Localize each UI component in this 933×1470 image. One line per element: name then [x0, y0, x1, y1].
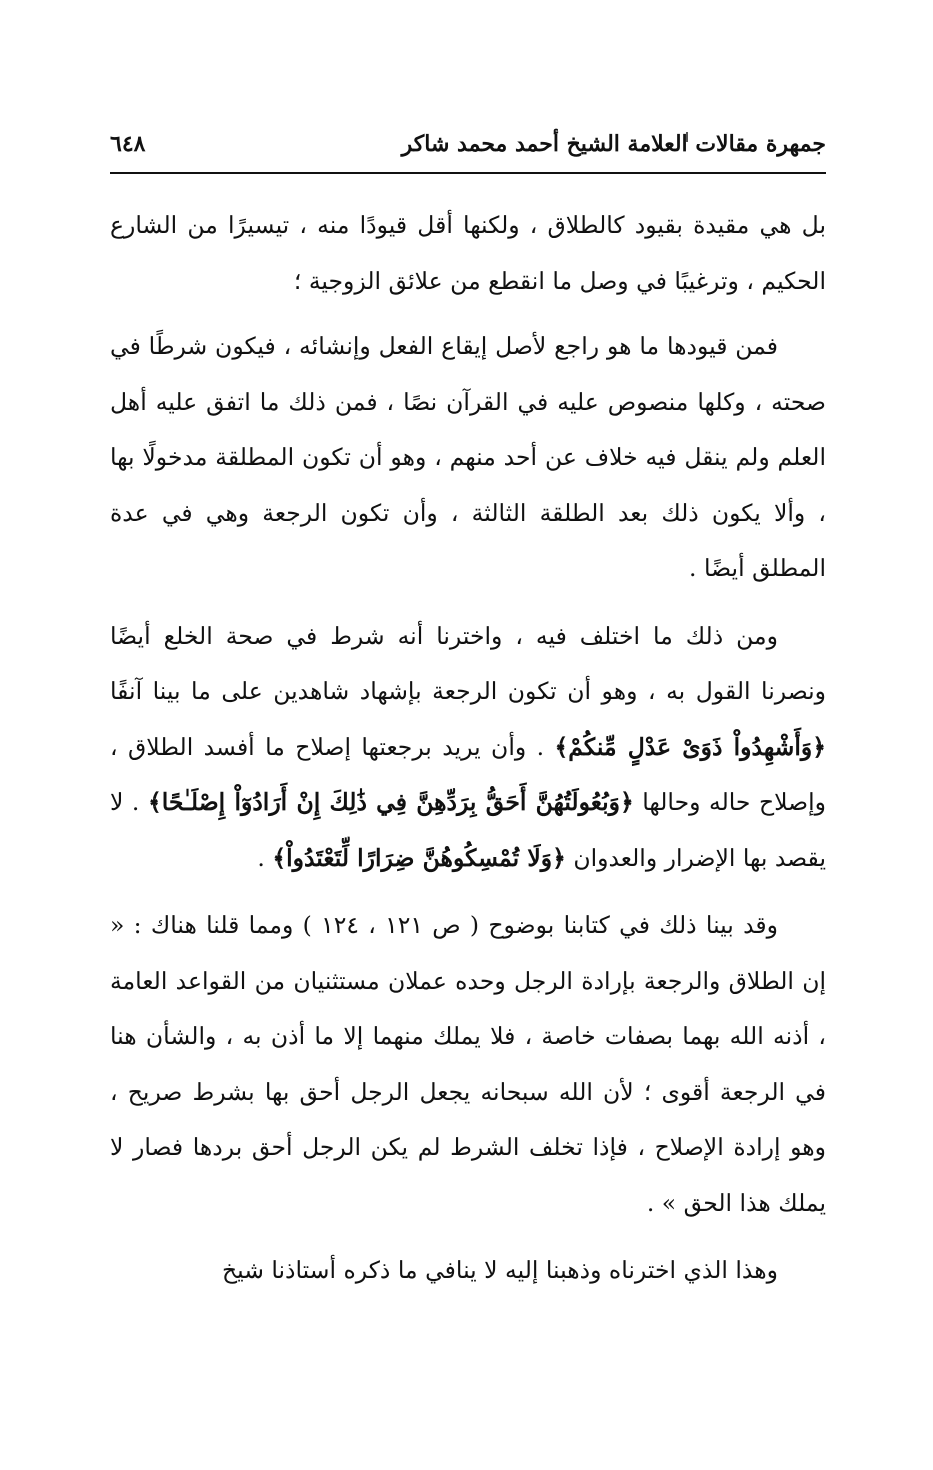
quran-verse-2: ﴿وَبُعُولَتُهُنَّ أَحَقُّ بِرَدِّهِنَّ فِي ذَٰلِكَ إِنْ أَرَادُوٓاْ إِصْلَـٰحًا﴾: [147, 788, 634, 816]
quran-verse-3: ﴿وَلَا تُمْسِكُوهُنَّ ضِرَارًا لِّتَعْتَدُواْ﴾: [272, 843, 566, 872]
body-text: [110, 198, 826, 1311]
paragraph-3: [110, 609, 826, 887]
header-rule: [110, 172, 826, 174]
paragraph-1: بل هي مقيدة بقيود كالطلاق ، ولكنها أقل قيودًا منه ، تيسيرًا من الشارع الحكيم ، وترغيبًا في وصل ما انقطع من علائق الزوجية ؛: [110, 211, 826, 295]
paragraph-3-part-4: .: [257, 843, 273, 872]
paragraph-5: وهذا الذي اخترناه وذهبنا إليه لا ينافي ما ذكره أستاذنا شيخ: [221, 1256, 778, 1284]
paragraph-3-part-2: . وأن يريد برجعتها إصلاح ما أفسد الطلاق ، وإصلاح حاله وحالها: [110, 732, 826, 816]
paragraph-3-part-3: . لا يقصد بها الإضرار والعدوان: [110, 788, 826, 872]
quran-verse-1: ﴿وَأَشْهِدُواْ ذَوَىْ عَدْلٍ مِّنكُمْ﴾: [554, 732, 826, 761]
running-header: [110, 122, 826, 166]
running-title: جمهرة مقالات العلامة الشيخ أحمد محمد شاكر: [401, 131, 826, 157]
page-number: ٦٤٨: [110, 131, 146, 157]
paragraph-4: وقد بينا ذلك في كتابنا بوضوح ( ص ١٢١ ، ١٢٤ ) ومما قلنا هناك : « إن الطلاق والرجعة بإرادة الرجل وحده عملان مستثنيان من القواعد العامة ، أذنه الله بهما بصفات خاصة ، فلا يملك منهما إلا ما أذن به ، والشأن هنا في الرجعة أقوى ؛ لأن الله سبحانه يجعل الرجل أحق بها بشرط صريح ، وهو إرادة الإصلاح ، فإذا تخلف الشرط لم يكن الرجل أحق بردها فصار لا يملك هذا الحق » .: [110, 911, 826, 1217]
paragraph-3-part-1: ومن ذلك ما اختلف فيه ، واخترنا أنه شرط في صحة الخلع أيضًا ونصرنا القول به ، وهو أن تكون الرجعة بإشهاد شاهدين على ما بينا آنفًا: [110, 621, 826, 705]
paragraph-2: فمن قيودها ما هو راجع لأصل إيقاع الفعل وإنشائه ، فيكون شرطًا في صحته ، وكلها منصوص عليه في القرآن نصًا ، فمن ذلك ما اتفق عليه أهل العلم ولم ينقل فيه خلاف عن أحد منهم ، وهو أن تكون المطلقة مدخولًا بها ، وألا يكون ذلك بعد الطلقة الثالثة ، وأن تكون الرجعة وهي في عدة المطلق أيضًا .: [110, 332, 826, 582]
